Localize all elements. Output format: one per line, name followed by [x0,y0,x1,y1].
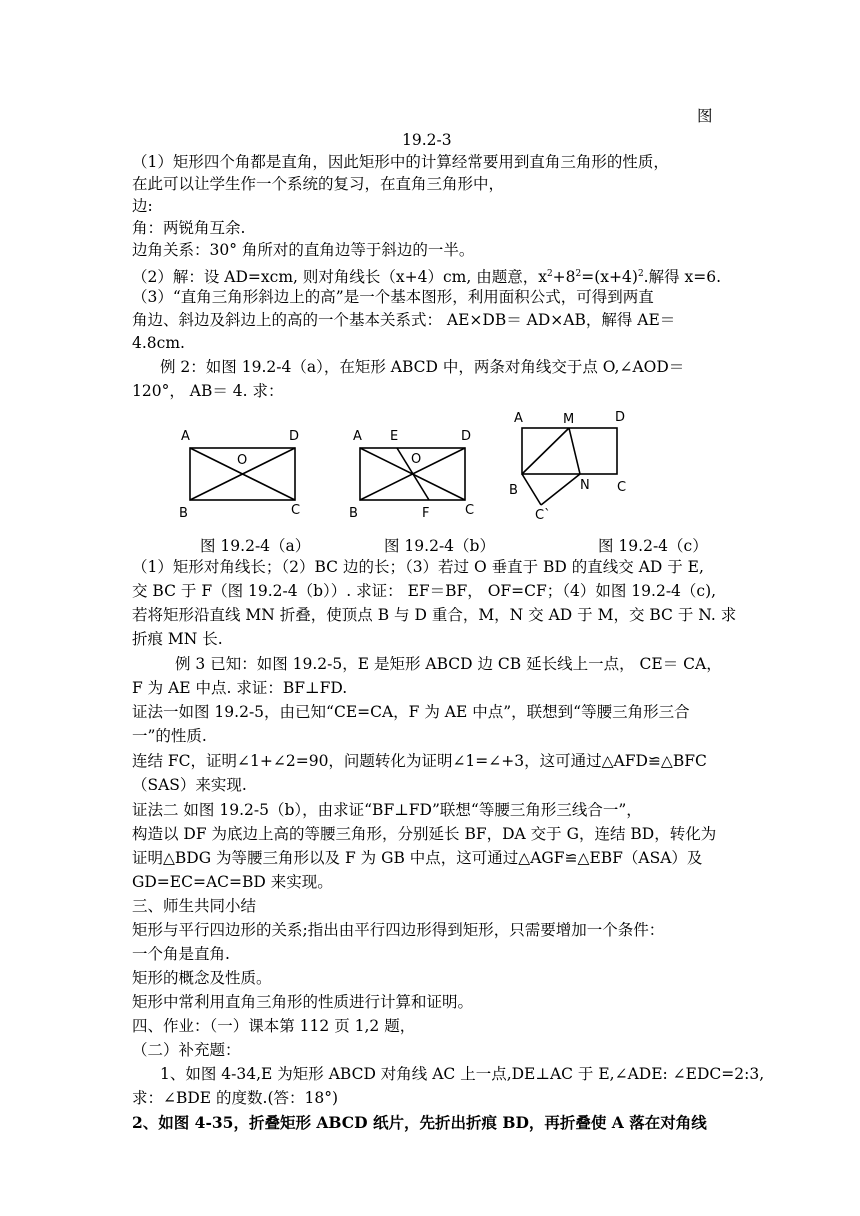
text-line: （二）补充题： [132,1041,241,1059]
text-line: 角：两锐角互余. [132,219,246,237]
text-line: 构造以 DF 为底边上高的等腰三角形，分别延长 BF，DA 交于 G，连结 BD，转化为 [132,825,717,843]
label-O: O [411,452,422,467]
label-D: D [615,410,626,425]
solution-2-line: （2）解：设 AD=xcm, 则对角线长（x+4）cm, 由题意，$x^2+8^2=(x+4)^2$.解得 x=6. [132,268,722,286]
section-heading: 三、师生共同小结 [132,897,257,915]
example-2-line: 例 2：如图 19.2-4（a），在矩形 ABCD 中，两条对角线交于点 O,∠AOD＝ [160,358,685,376]
label-D: D [461,429,472,444]
label-N: N [580,478,590,493]
text-line: （1）矩形四个角都是直角，因此矩形中的计算经常要用到直角三角形的性质， [132,153,669,171]
figure-number: 19.2-3 [402,131,452,149]
label-A: A [181,429,190,444]
exercise-1-line: 1、如图 4-34,E 为矩形 ABCD 对角线 AC 上一点,DE⊥AC 于 E,∠ADE: ∠EDC=2:3, [160,1065,765,1083]
text-line: 120°， AB＝ 4. 求： [132,382,284,400]
text-line: 一个角是直角. [132,945,230,963]
label-C: C [465,503,475,518]
text-line: GD=EC=AC=BD 来实现。 [132,873,333,891]
text-line: 证法一如图 19.2-5，由已知“CE=CA，F 为 AE 中点”，联想到“等腰三角形三合 [132,703,690,721]
label-B: B [509,483,518,498]
text-line: （3）“直角三角形斜边上的高”是一个基本图形，利用面积公式，可得到两直 [132,288,654,306]
text-line: 边角关系：30° 角所对的直角边等于斜边的一半。 [132,241,475,259]
text-line: 证明△BDG 为等腰三角形以及 F 为 GB 中点，这可通过△AGF≌△EBF（ASA）及 [132,849,703,867]
label-F: F [422,506,430,521]
exercise-2-line: 2、如图 4-35，折叠矩形 ABCD 纸片，先折出折痕 BD，再折叠使 A 落在对角线 [132,1113,707,1132]
caption-c: 图 19.2-4（c） [598,537,708,555]
text-line: 4.8cm. [132,334,185,352]
label-E: E [390,429,399,444]
text-line: 证法二 如图 19.2-5（b），由求证“BF⊥FD”联想“等腰三角形三线合一”， [132,801,642,819]
label-B: B [179,506,188,521]
label-A: A [353,429,362,444]
label-D: D [289,429,300,444]
label-C-prime: C` [535,508,551,523]
text-line: 折痕 MN 长. [132,630,223,648]
section-heading: 四、作业：（一）课本第 112 页 1,2 题， [132,1017,416,1035]
text-line: 求：∠BDE 的度数.(答：18°) [132,1089,339,1107]
label-M: M [563,412,575,427]
figure-a [175,420,315,525]
text-line: 矩形中常利用直角三角形的性质进行计算和证明。 [132,993,474,1011]
caption-b: 图 19.2-4（b） [384,537,495,555]
figure-c [505,405,645,525]
text-line: 若将矩形沿直线 MN 折叠，使顶点 B 与 D 重合，M，N 交 AD 于 M，交 BC 于 N. 求 [132,606,737,624]
text-line: F 为 AE 中点. 求证：BF⊥FD. [132,679,348,697]
text-line: 在此可以让学生作一个系统的复习，在直角三角形中， [132,175,505,193]
figure-word: 图 [697,107,713,125]
text-line: 连结 FC，证明∠1+∠2=90，问题转化为证明∠1=∠+3，这可通过△AFD≌△BFC [132,752,707,770]
example-3-line: 例 3 已知：如图 19.2-5，E 是矩形 ABCD 边 CB 延长线上一点， CE＝ CA， [175,655,722,673]
label-O: O [237,453,248,468]
text-line: 矩形的概念及性质。 [132,969,272,987]
caption-a: 图 19.2-4（a） [200,537,311,555]
label-C: C [291,503,301,518]
text-line: 矩形与平行四边形的关系;指出由平行四边形得到矩形，只需要增加一个条件： [132,921,665,939]
text-line: 一”的性质. [132,727,207,745]
text-line: 交 BC 于 F（图 19.2-4（b））. 求证： EF＝BF， OF=CF；（4）如图 19.2-4（c), [132,582,717,600]
label-A: A [514,411,523,426]
text-line: 边: [132,197,153,215]
figure-b [345,420,495,525]
text-line: （SAS）来实现. [132,776,247,794]
label-C: C [617,480,627,495]
text-line: 角边、斜边及斜边上的高的一个基本关系式： AE×DB＝ AD×AB，解得 AE＝ [132,311,676,329]
label-B: B [349,506,358,521]
text-line: （1）矩形对角线长；（2）BC 边的长；（3）若过 O 垂直于 BD 的直线交 AD 于 E, [132,558,704,576]
